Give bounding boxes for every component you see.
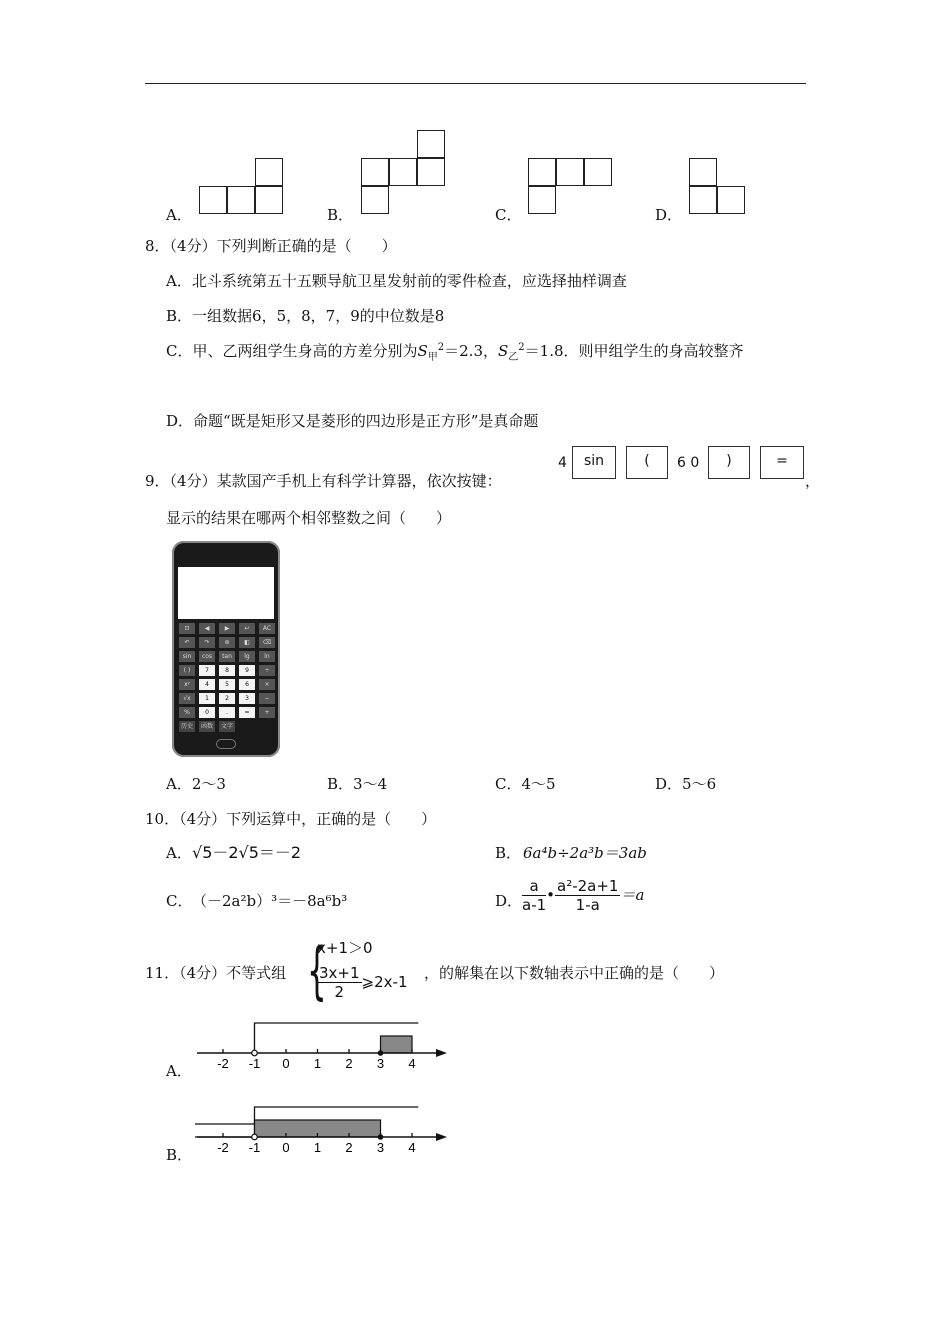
phone-bottom-key: 历史: [180, 723, 193, 730]
q8-stem: 8．（4分）下列判断正确的是（ ）: [145, 237, 397, 255]
q11-stem-post: ，的解集在以下数轴表示中正确的是（ ）: [424, 964, 725, 982]
q10-option-b-expr: 6a⁴b÷2a³b＝3ab: [523, 844, 647, 862]
phone-key: ↩: [239, 623, 255, 634]
phone-key: ⊚: [219, 637, 235, 648]
q8-option-a: A．北斗系统第五十五颗导航卫星发射前的零件检查，应选择抽样调查: [166, 272, 627, 290]
key-4: 4: [558, 455, 567, 471]
key-sin: sin: [572, 446, 616, 479]
tick-label: 2: [345, 1056, 353, 1071]
phone-key: ( ): [179, 665, 195, 676]
q7-option-c-label: C．: [495, 206, 522, 224]
tick-label: 1: [313, 1140, 322, 1155]
q10-stem: 10．（4分）下列运算中，正确的是（ ）: [145, 810, 437, 828]
phone-key: cos: [199, 651, 215, 662]
tick-label: 3: [376, 1140, 385, 1155]
q10-option-a-label: A．: [166, 844, 192, 862]
q9-option-c: C．4～5: [495, 775, 556, 793]
phone-key: ↶: [179, 637, 195, 648]
q10-option-d-label: D．: [495, 892, 523, 910]
phone-key: %: [179, 707, 195, 718]
phone-home-button: [216, 739, 236, 749]
phone-key: xʸ: [179, 679, 195, 690]
q8-option-b: B．一组数据6，5，8，7，9的中位数是8: [166, 307, 445, 325]
axis-arrow: [436, 1049, 447, 1057]
tick-label: 4: [408, 1056, 416, 1071]
key-right-paren: ): [708, 446, 750, 479]
phone-key: +: [259, 707, 275, 718]
axis-arrow: [436, 1133, 447, 1141]
q9-stem: 9．（4分）某款国产手机上有科学计算器，依次按键：: [145, 472, 502, 490]
q10-option-d-expr: $\frac{a}{a-1}$ • $\frac{\text{a²-2a+1}}{1-a}$ ＝a: [522, 877, 645, 914]
q9-option-a: A．2～3: [166, 775, 226, 793]
phone-key: .: [219, 707, 235, 718]
q7-option-d-label: D．: [655, 206, 683, 224]
tick-label: 4: [408, 1140, 416, 1155]
phone-key: 0: [199, 707, 215, 718]
q10-option-c-label: C．: [166, 892, 193, 910]
phone-key: 3: [239, 693, 255, 704]
phone-key: ×: [259, 679, 275, 690]
phone-bottom-key: 文字: [220, 723, 233, 730]
q10-option-c-expr: （－2a²b）³＝－8a⁶b³: [192, 892, 348, 910]
q8-option-c: C．甲、乙两组学生身高的方差分别为$S_甲^2=2.3$，$S_乙^2=1.8$．则甲组学生的身高较整齐: [166, 342, 744, 363]
q10-option-a-expr: √5－2√5＝－2: [192, 843, 302, 862]
open-dot: [252, 1050, 258, 1056]
ineq-2: $\frac{3x+1}{2}$ ⩾2x-1: [319, 964, 408, 1001]
key-60: 6 0: [677, 455, 700, 471]
q9-comma: ，: [805, 472, 821, 490]
phone-key: ⊡: [179, 623, 195, 634]
q9-option-b: B．3～4: [327, 775, 388, 793]
q11-stem: 11．（4分）不等式组: [145, 964, 287, 982]
phone-key: lg: [239, 651, 255, 662]
number-line-a: [195, 1018, 450, 1076]
key-left-paren: (: [626, 446, 668, 479]
tick-label: 1: [313, 1056, 322, 1071]
q9-option-d: D．5～6: [655, 775, 717, 793]
phone-key: 6: [239, 679, 255, 690]
key-equals: =: [760, 446, 804, 479]
q7-option-b-label: B．: [327, 206, 354, 224]
phone-key: 5: [219, 679, 235, 690]
tick-label: 0: [282, 1056, 290, 1071]
phone-key: AC: [259, 623, 275, 634]
tick-label: 3: [376, 1056, 385, 1071]
tick-label: -2: [217, 1056, 229, 1071]
number-line-b: [195, 1102, 450, 1160]
closed-dot: [378, 1134, 384, 1140]
phone-key: 2: [219, 693, 235, 704]
phone-key: 8: [219, 665, 235, 676]
phone-key: ◧: [239, 637, 255, 648]
phone-key: 7: [199, 665, 215, 676]
phone-key: 4: [199, 679, 215, 690]
phone-key: ln: [259, 651, 275, 662]
phone-key: ◀: [199, 623, 215, 634]
phone-key: 1: [199, 693, 215, 704]
phone-keypad: [177, 621, 275, 731]
phone-key: √x: [179, 693, 195, 704]
phone-key: ⌫: [259, 637, 275, 648]
q7-option-a-label: A．: [166, 206, 192, 224]
phone-key: sin: [179, 651, 195, 662]
q8-option-d: D．命题“既是矩形又是菱形的四边形是正方形”是真命题: [166, 412, 539, 430]
closed-dot: [378, 1050, 384, 1056]
shaded-region: [381, 1036, 413, 1053]
phone-key: =: [239, 707, 255, 718]
tick-label: 2: [345, 1140, 353, 1155]
phone-calculator-image: [172, 541, 280, 757]
phone-key: ↷: [199, 637, 215, 648]
q9-stem-2: 显示的结果在哪两个相邻整数之间（ ）: [166, 509, 452, 527]
ineq-1: x+1＞0: [317, 939, 373, 957]
system-brace: {: [307, 934, 327, 1007]
q10-option-b-label: B．: [495, 844, 522, 862]
phone-key: −: [259, 693, 275, 704]
phone-bottom-key: 函数: [200, 723, 213, 730]
phone-key: ÷: [259, 665, 275, 676]
q11-option-a-label: A．: [166, 1062, 192, 1080]
phone-key: ▶: [219, 623, 235, 634]
tick-label: -1: [248, 1140, 261, 1155]
phone-key: tan: [219, 651, 235, 662]
tick-label: -2: [217, 1140, 229, 1155]
tick-label: -1: [248, 1056, 261, 1071]
phone-screen: [178, 567, 274, 619]
q11-option-b-label: B．: [166, 1146, 193, 1164]
header-rule: [145, 83, 806, 84]
tick-label: 0: [282, 1140, 290, 1155]
open-dot: [252, 1134, 258, 1140]
phone-key: 9: [239, 665, 255, 676]
